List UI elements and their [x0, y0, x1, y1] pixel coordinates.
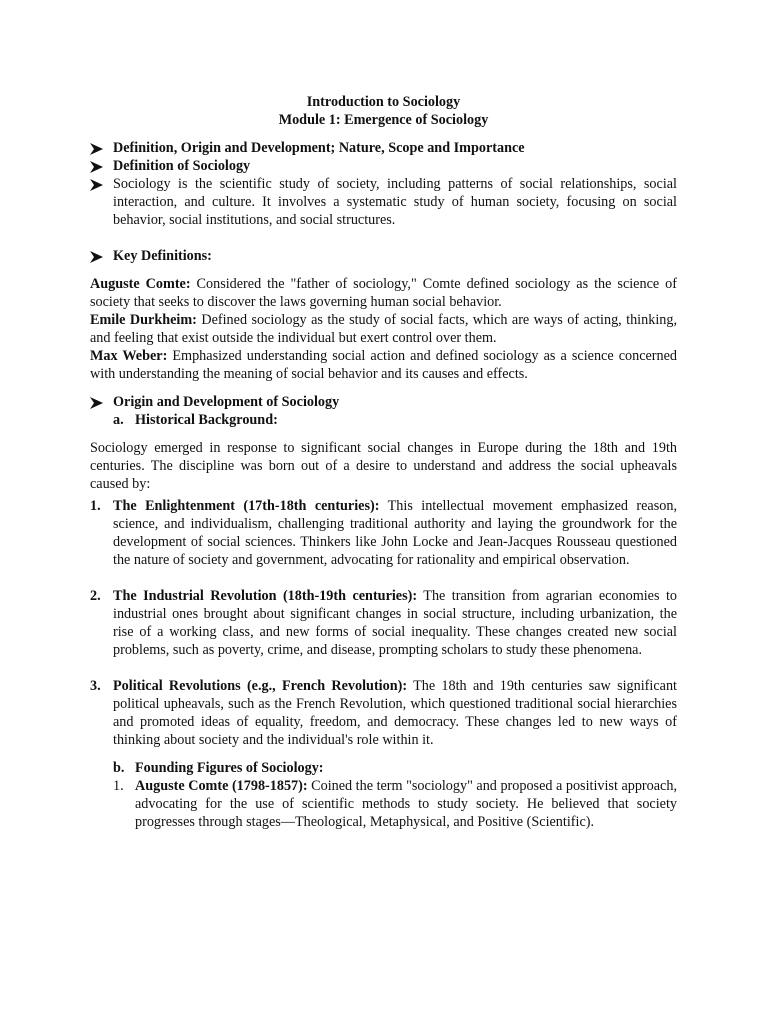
subheading-a	[90, 411, 677, 429]
module-title: Module 1: Emergence of Sociology	[278, 112, 489, 128]
bullet-item	[90, 175, 677, 229]
list-item	[90, 497, 677, 569]
definition-text: Considered the "father of sociology," Comte defined sociology as the science of society that seeks to discover the laws governing human social behavior.	[90, 276, 677, 310]
list-item	[90, 587, 677, 659]
list-text: The transition from agrarian economies to industrial ones brought about significant changes in social structure, including urbanization, the rise of a working class, and new forms of social inequality. These changes created new social problems, such as poverty, crime, and disease, prompting scholars to study these phenomena.	[113, 588, 677, 658]
subheading-text: Historical Background:	[135, 412, 278, 428]
arrow-bullet-icon	[90, 247, 108, 263]
list-text: Coined the term "sociology" and proposed a positivist approach, advocating for the use of scientific methods to study society. He believed that society progresses through stages—Theological, Metaphysical, and Positive (Scientific).	[135, 778, 677, 830]
list-term: The Enlightenment (17th-18th centuries):	[113, 498, 380, 514]
list-number: 2.	[90, 588, 101, 604]
list-item	[90, 677, 677, 749]
subheading-b	[90, 759, 677, 777]
bullet-text: Sociology is the scientific study of society, including patterns of social relationships, social interaction, and culture. It involves a systematic study of human society, focusing on social behavior, social institutions, and social structures.	[113, 176, 677, 228]
list-number: 1.	[113, 778, 124, 794]
bullet-item	[90, 247, 677, 265]
list-term: Auguste Comte (1798-1857):	[135, 778, 308, 794]
definition-term: Max Weber:	[90, 348, 168, 364]
list-text: The 18th and 19th centuries saw significant political upheavals, such as the French Revolution, which questioned traditional social hierarchies and promoted ideas of equality, freedom, and democracy. These changes led to new ways of thinking about society and the individual's role within it.	[113, 678, 677, 748]
definition-term: Emile Durkheim:	[90, 312, 197, 328]
arrow-bullet-icon	[90, 139, 108, 155]
definition-weber	[90, 347, 677, 383]
list-term: Political Revolutions (e.g., French Revolution):	[113, 678, 408, 694]
origin-heading: Origin and Development of Sociology	[113, 394, 340, 410]
arrow-bullet-icon	[90, 157, 108, 173]
document-title: Introduction to Sociology	[306, 94, 461, 110]
origin-intro: Sociology emerged in response to significant social changes in Europe during the 18th and 19th centuries. The discipline was born out of a desire to understand and address the social upheavals caused by:	[90, 440, 677, 492]
list-text: This intellectual movement emphasized reason, science, and individualism, challenging traditional authority and laying the groundwork for the development of social sciences. Thinkers like John Locke and Jean-Jacques Rousseau questioned the nature of society and government, advocating for rationality and empirical observation.	[113, 498, 677, 568]
list-number: 3.	[90, 678, 101, 694]
list-item	[90, 777, 677, 831]
bullet-heading: Definition, Origin and Development; Nature, Scope and Importance	[113, 140, 525, 156]
list-marker: b.	[113, 760, 125, 776]
bullet-item	[90, 393, 677, 411]
arrow-bullet-icon	[90, 175, 108, 191]
definition-text: Emphasized understanding social action and defined sociology as a science concerned with understanding the meaning of social behavior and its causes and effects.	[90, 348, 677, 382]
list-term: The Industrial Revolution (18th-19th centuries):	[113, 588, 418, 604]
list-marker: a.	[113, 412, 124, 428]
definition-durkheim	[90, 311, 677, 347]
subheading-text: Founding Figures of Sociology:	[135, 760, 324, 776]
arrow-bullet-icon	[90, 393, 108, 409]
definition-comte	[90, 275, 677, 311]
bullet-heading: Definition of Sociology	[113, 158, 251, 174]
definition-text: Defined sociology as the study of social facts, which are ways of acting, thinking, and feeling that exist outside the individual but exert control over them.	[90, 312, 677, 346]
bullet-item	[90, 139, 677, 157]
definition-term: Auguste Comte:	[90, 276, 191, 292]
key-definitions-heading: Key Definitions:	[113, 248, 212, 264]
bullet-item	[90, 157, 677, 175]
list-number: 1.	[90, 498, 101, 514]
